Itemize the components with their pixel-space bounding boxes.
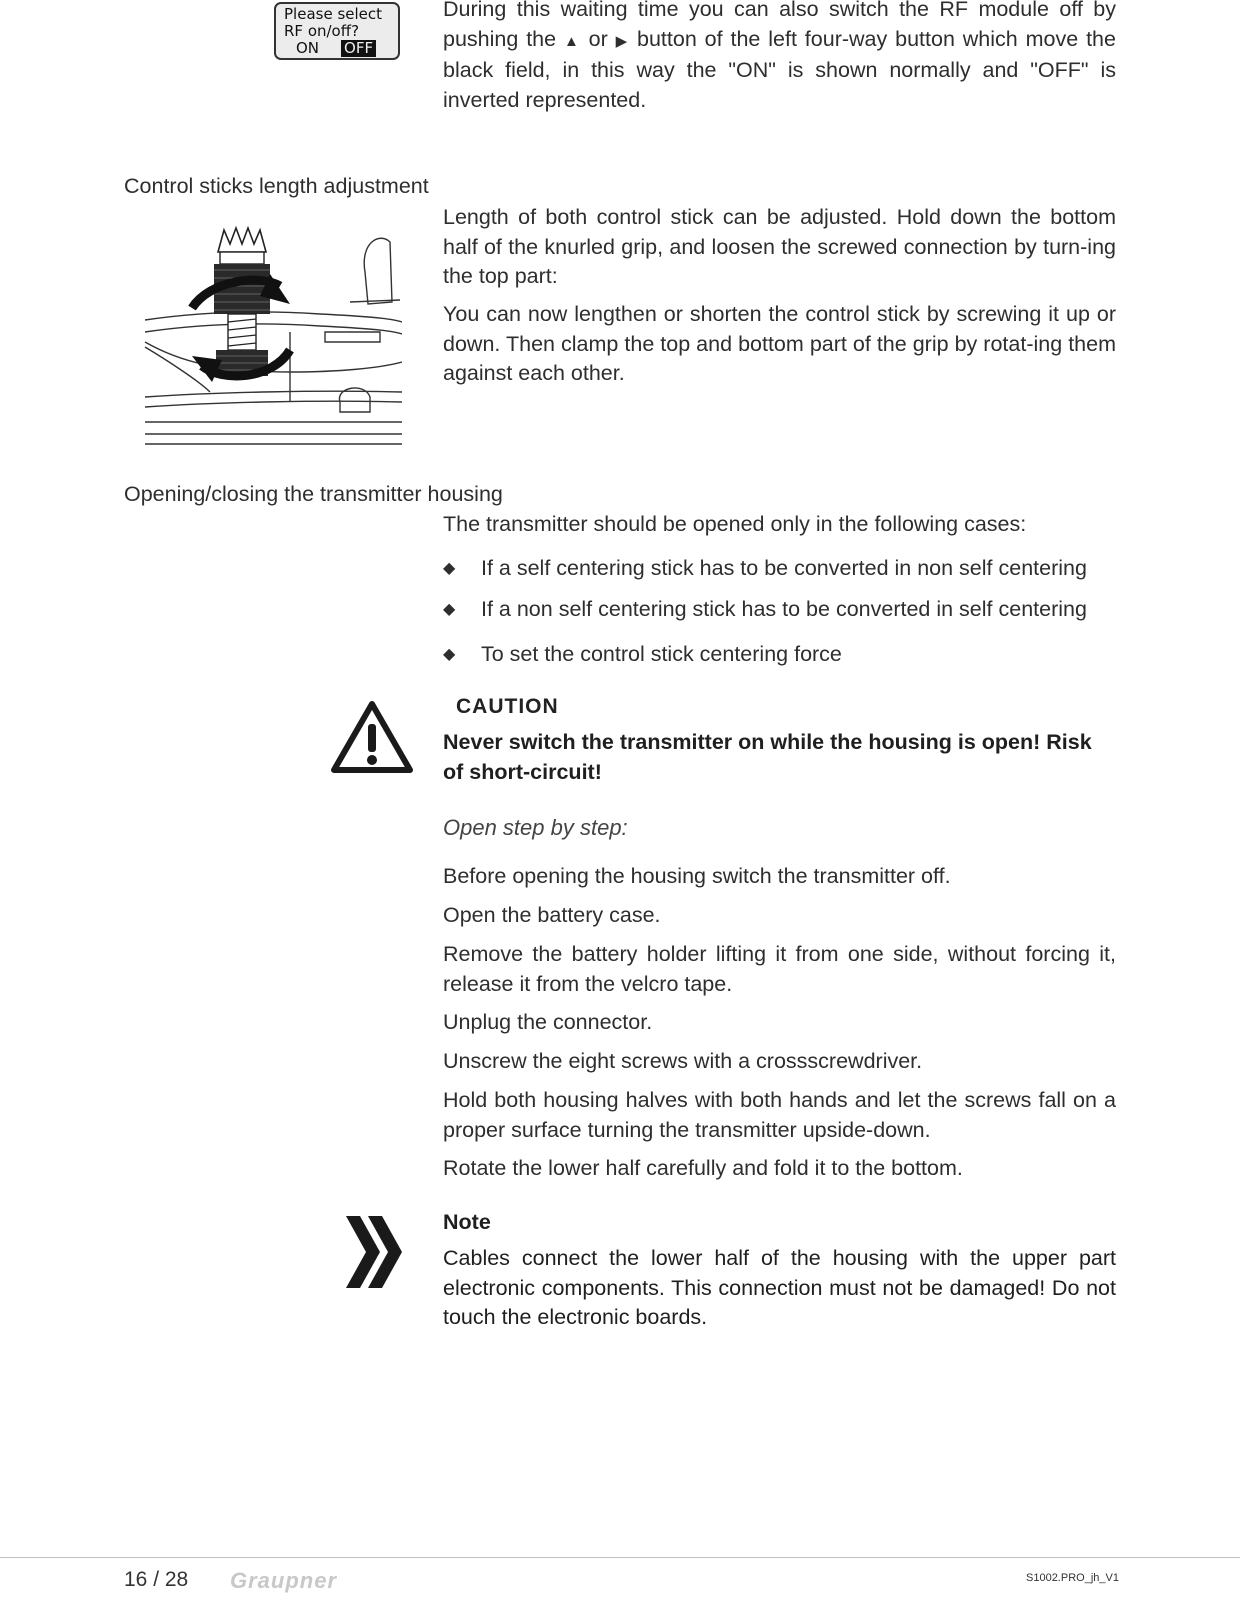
page-number: 16 / 28 [124, 1568, 189, 1591]
sticks-paragraph-1: Length of both control stick can be adjusted. Hold down the bottom half of the knurled grip, and loosen the screwed connection by turn-ing the top part: [443, 205, 1116, 288]
list-item: Open the battery case. [443, 903, 661, 927]
list-item: ◆ If a self centering stick has to be converted in non self centering [443, 554, 1116, 584]
list-item: ◆ To set the control stick centering force [443, 640, 1116, 670]
caution-title: CAUTION [456, 695, 559, 718]
lcd-screen [274, 2, 400, 60]
intro-paragraph: During this waiting time you can also switch the RF module off by pushing the ▲ or ▶ button of the left four-way button which move the black field, in this way the "ON" is shown normally and "OFF" is inverted represented. [443, 0, 1116, 112]
diamond-bullet-icon: ◆ [443, 560, 456, 577]
list-item: ◆ If a non self centering stick has to be converted in self centering [443, 595, 1116, 625]
footer-divider [0, 1557, 1240, 1558]
document-id: S1002.PRO_jh_V1 [1026, 1572, 1119, 1584]
housing-intro: The transmitter should be opened only in the following cases: [443, 512, 1027, 536]
list-item: Remove the battery holder lifting it from one side, without forcing it, release it from the velcro tape. [443, 942, 1116, 996]
lcd-line-1: Please select [284, 5, 383, 23]
list-item: Unscrew the eight screws with a crossscrewdriver. [443, 1049, 923, 1073]
lcd-options [284, 40, 398, 57]
note-title: Note [443, 1210, 491, 1234]
brand-logo: Graupner [230, 1568, 338, 1593]
right-arrow-icon: ▶ [615, 32, 630, 50]
housing-heading: Opening/closing the transmitter housing [124, 482, 503, 506]
control-stick-illustration [140, 222, 402, 454]
lcd-off-option: OFF [341, 40, 376, 57]
up-arrow-icon: ▲ [563, 32, 581, 50]
diamond-bullet-icon: ◆ [443, 601, 456, 618]
double-chevron-icon [342, 1214, 404, 1290]
lcd-line-2: RF on/off? [284, 22, 360, 40]
steps-title: Open step by step: [443, 815, 628, 840]
list-item: Unplug the connector. [443, 1010, 653, 1034]
warning-triangle-icon [328, 698, 416, 778]
diamond-bullet-icon: ◆ [443, 646, 456, 663]
list-item: Before opening the housing switch the transmitter off. [443, 864, 951, 888]
sticks-paragraph-2: You can now lengthen or shorten the control stick by screwing it up or down. Then clamp the top and bottom part of the grip by rotat-ing them against each other. [443, 302, 1116, 385]
list-item: Hold both housing halves with both hands and let the screws fall on a proper surface turning the transmitter upside-down. [443, 1088, 1116, 1142]
note-text: Cables connect the lower half of the housing with the upper part electronic components. This connection must not be damaged! Do not touch the electronic boards. [443, 1246, 1116, 1329]
sticks-heading: Control sticks length adjustment [124, 174, 429, 198]
list-item: Rotate the lower half carefully and fold it to the bottom. [443, 1156, 963, 1180]
caution-text: Never switch the transmitter on while the housing is open! Risk of short-circuit! [443, 730, 1092, 784]
lcd-on-option: ON [296, 39, 320, 57]
